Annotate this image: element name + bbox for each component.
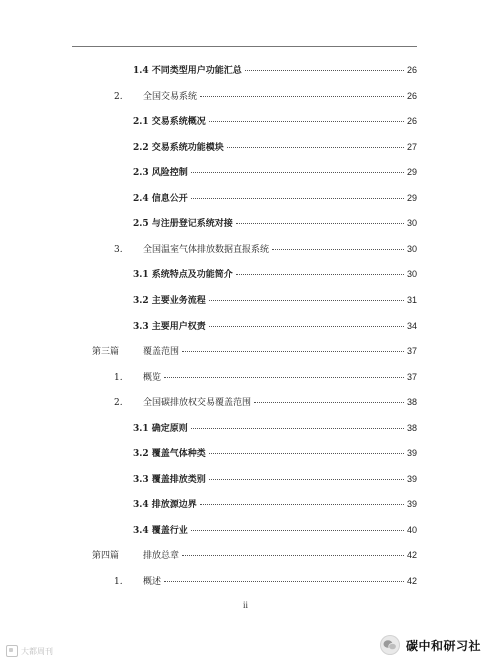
toc-entry-title: 1.4 不同类型用户功能汇总 <box>133 66 242 76</box>
toc-entry-page: 37 <box>406 371 417 382</box>
toc-leader-dots <box>236 222 404 224</box>
toc-leader-dots <box>164 580 404 582</box>
toc-entry[interactable] <box>92 549 417 562</box>
toc-leader-dots <box>209 120 404 122</box>
toc-entry-title: 2.1 交易系统概况 <box>133 117 206 128</box>
toc-leader-dots <box>200 503 404 505</box>
toc-entry-page: 39 <box>406 448 417 459</box>
toc-entry-title: 全国碳排放权交易覆盖范围 <box>143 398 252 409</box>
toc-entry-page: 26 <box>406 90 417 101</box>
toc-leader-dots <box>182 350 404 352</box>
toc-entry-page: 30 <box>406 243 417 254</box>
toc-entry-page: 38 <box>406 422 417 433</box>
toc-entry[interactable] <box>133 320 417 333</box>
toc-entry-page: 37 <box>406 346 417 357</box>
toc-leader-dots <box>182 554 404 556</box>
toc-entry-page: 27 <box>406 141 417 152</box>
toc-entry-title: 概述 <box>143 577 162 587</box>
toc-leader-dots <box>191 171 404 173</box>
toc-entry-title: 排放总章 <box>143 551 180 562</box>
account-name: 碳中和研习社 <box>405 638 481 653</box>
watermark-logo-icon <box>6 645 18 657</box>
toc-entry-page: 31 <box>406 294 417 305</box>
toc-entry[interactable] <box>114 396 417 409</box>
toc-entry-page: 29 <box>406 192 417 203</box>
toc-entry-title: 3.1 系统特点及功能简介 <box>133 270 233 281</box>
toc-entry[interactable] <box>133 192 417 205</box>
toc-leader-dots <box>245 69 404 71</box>
toc-entry-title: 3.4 排放源边界 <box>133 500 197 511</box>
toc-entry-page: 39 <box>406 499 417 510</box>
toc-entry[interactable] <box>114 90 417 103</box>
toc-leader-dots <box>236 273 404 275</box>
toc-entry-page: 30 <box>406 269 417 280</box>
toc-entry[interactable] <box>92 345 417 358</box>
toc-entry-page: 42 <box>406 576 417 586</box>
toc-entry-title: 3.1 确定原则 <box>133 423 188 434</box>
toc-entry[interactable] <box>133 294 417 307</box>
toc-entry-page: 30 <box>406 218 417 229</box>
toc-entry-title: 3.2 主要业务流程 <box>133 295 206 306</box>
toc-entry[interactable] <box>133 473 417 486</box>
toc-entry[interactable] <box>133 141 417 154</box>
toc-entry-title: 全国温室气体排放数据直报系统 <box>143 244 270 255</box>
toc-entry-number: 1. <box>114 577 123 587</box>
toc-entry-page: 26 <box>406 65 417 75</box>
toc-entry-page: 39 <box>406 473 417 484</box>
toc-entry-page: 29 <box>406 167 417 178</box>
toc-leader-dots <box>191 529 404 531</box>
toc-entry[interactable] <box>133 268 417 281</box>
toc-entry[interactable] <box>133 447 417 460</box>
toc-entry-title: 概览 <box>143 372 162 383</box>
toc-entry-number: 1. <box>114 372 123 383</box>
toc-entry-page: 26 <box>406 116 417 127</box>
toc-entry-title: 3.4 覆盖行业 <box>133 525 188 536</box>
toc-entry[interactable] <box>133 166 417 179</box>
toc-entry-number: 第四篇 <box>92 551 120 562</box>
page-number: ii <box>242 600 248 610</box>
toc-entry[interactable] <box>133 422 417 435</box>
toc-entry[interactable] <box>133 64 417 77</box>
toc-leader-dots <box>227 146 404 148</box>
footer-watermark <box>6 645 53 657</box>
toc-entry-page: 42 <box>406 550 417 561</box>
toc-entry[interactable] <box>114 371 417 384</box>
footer-account[interactable] <box>380 635 481 655</box>
toc-entry-title: 2.3 风险控制 <box>133 168 188 179</box>
toc-leader-dots <box>209 452 404 454</box>
toc-entry-number: 第三篇 <box>92 347 120 358</box>
toc-entry-title: 3.2 覆盖气体种类 <box>133 449 206 460</box>
toc-entry-title: 覆盖范围 <box>143 347 180 358</box>
toc-entry-number: 2. <box>114 398 123 409</box>
toc-leader-dots <box>164 376 404 378</box>
toc-entry-page: 34 <box>406 320 417 331</box>
toc-leader-dots <box>254 401 404 403</box>
toc-entry[interactable] <box>133 498 417 511</box>
toc-entry-title: 全国交易系统 <box>143 91 198 102</box>
toc-leader-dots <box>209 478 404 480</box>
toc-entry-title: 2.4 信息公开 <box>133 193 188 204</box>
toc-entry-title: 3.3 覆盖排放类别 <box>133 474 206 485</box>
toc-entry[interactable] <box>133 115 417 128</box>
toc-leader-dots <box>200 95 404 97</box>
toc-entry[interactable] <box>133 217 417 230</box>
watermark-text: 大都周刊 <box>21 646 53 656</box>
toc-entry-number: 3. <box>114 244 123 255</box>
toc-leader-dots <box>191 197 404 199</box>
toc-entry-number: 2. <box>114 91 123 102</box>
toc-entry-page: 38 <box>406 397 417 408</box>
toc-entry-title: 3.3 主要用户权责 <box>133 321 206 332</box>
toc-entry[interactable] <box>133 524 417 537</box>
toc-leader-dots <box>191 427 404 429</box>
toc-entry[interactable] <box>114 243 417 256</box>
toc-entry[interactable] <box>114 575 417 588</box>
wechat-icon <box>380 635 400 655</box>
footer <box>0 620 491 665</box>
toc-entry-title: 2.5 与注册登记系统对接 <box>133 219 233 230</box>
toc-leader-dots <box>272 248 404 250</box>
toc-leader-dots <box>209 325 404 327</box>
toc-leader-dots <box>209 299 404 301</box>
toc-entry-page: 40 <box>406 524 417 535</box>
toc-entry-title: 2.2 交易系统功能模块 <box>133 142 224 153</box>
